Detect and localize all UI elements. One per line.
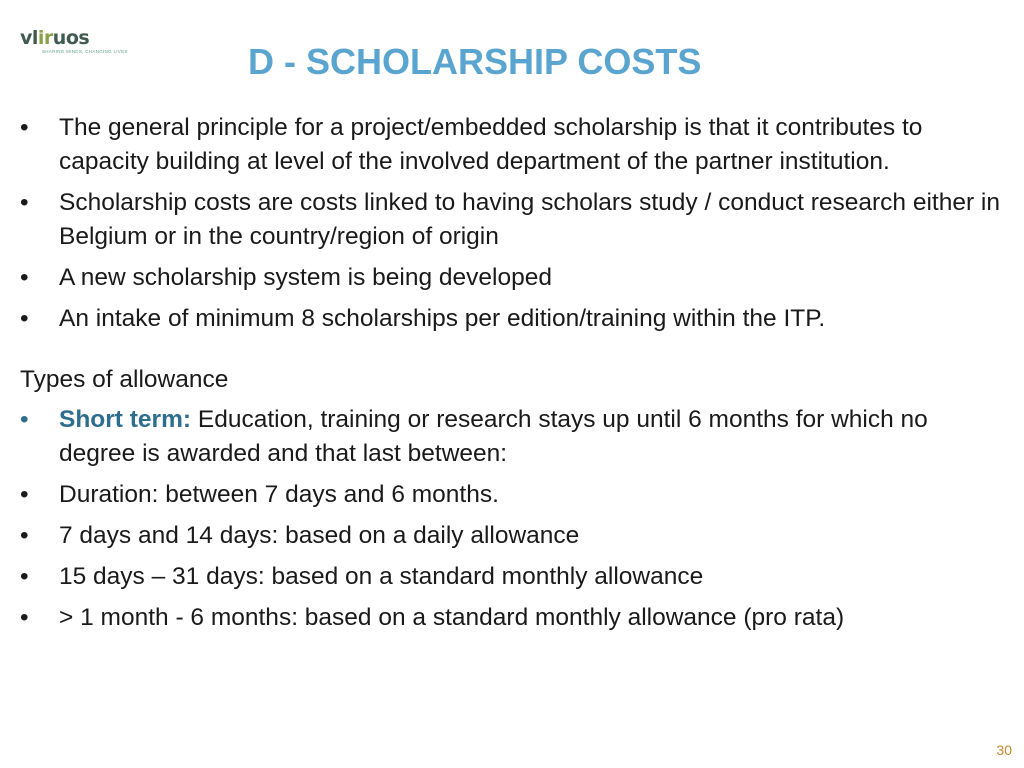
list-item <box>20 478 1000 512</box>
vliruos-logo <box>20 28 144 56</box>
logo-wordmark-part: ir <box>37 27 53 49</box>
list-item-text: Scholarship costs are costs linked to having scholars study / conduct research either in Belgium or in the country/region of origin <box>59 189 1001 250</box>
bullet-icon: • <box>20 114 29 141</box>
list-item-text: An intake of minimum 8 scholarships per edition/training within the ITP. <box>59 305 826 332</box>
logo-wordmark-part: vl <box>20 27 38 49</box>
short-term-text: Education, training or research stays up until 6 months for which no degree is awarded and that last between: <box>59 406 928 467</box>
list-item <box>20 302 1000 336</box>
bullet-icon: • <box>20 604 29 631</box>
allowance-list <box>20 403 1000 635</box>
list-item <box>20 601 1000 635</box>
logo-wordmark-part: os <box>65 27 90 49</box>
principles-list <box>20 111 1000 336</box>
list-item-text: 15 days – 31 days: based on a standard monthly allowance <box>59 563 704 590</box>
types-heading: Types of allowance <box>20 366 229 393</box>
bullet-icon: • <box>20 481 29 508</box>
bullet-icon: • <box>20 406 29 433</box>
list-item <box>20 560 1000 594</box>
list-item <box>20 519 1000 553</box>
list-item <box>20 403 1000 471</box>
logo-wordmark <box>20 28 89 48</box>
list-item-text: > 1 month - 6 months: based on a standard monthly allowance (pro rata) <box>59 604 845 631</box>
bullet-icon: • <box>20 522 29 549</box>
bullet-icon: • <box>20 305 29 332</box>
slide-title: D - SCHOLARSHIP COSTS <box>248 41 702 82</box>
short-term-label: Short term: <box>59 406 192 433</box>
list-item-text: The general principle for a project/embedded scholarship is that it contributes to capacity building at level of the involved department of the partner institution. <box>59 114 923 175</box>
list-item <box>20 111 1000 179</box>
bullet-icon: • <box>20 189 29 216</box>
bullet-icon: • <box>20 563 29 590</box>
list-item-text: A new scholarship system is being developed <box>59 264 553 291</box>
logo-tagline: SHARING MINDS, CHANGING LIVES <box>42 49 128 54</box>
list-item <box>20 186 1000 254</box>
slide-body <box>20 111 1000 642</box>
bullet-icon: • <box>20 264 29 291</box>
list-item-text: Duration: between 7 days and 6 months. <box>59 481 499 508</box>
logo-wordmark-part: u <box>52 27 66 49</box>
page-number: 30 <box>996 742 1012 758</box>
list-item <box>20 261 1000 295</box>
list-item-text: 7 days and 14 days: based on a daily allowance <box>59 522 580 549</box>
